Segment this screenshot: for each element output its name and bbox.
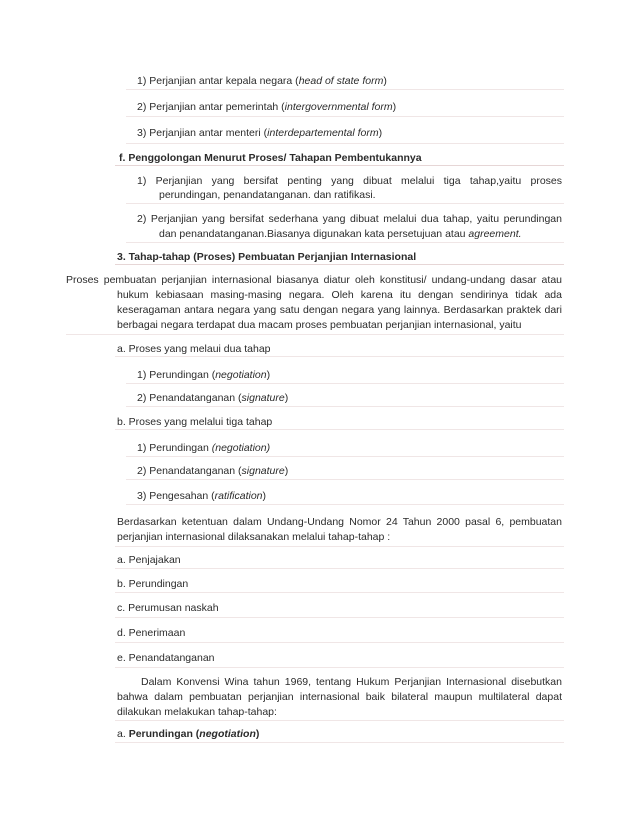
divider <box>126 504 564 505</box>
list-item: a. Penjajakan <box>117 554 181 566</box>
paragraph-line: Dalam Konvensi Wina tahun 1969, tentang Hukum Perjanjian Internasional disebutkan <box>141 676 562 688</box>
paragraph-line: dilakukan melakukan tahap-tahap: <box>117 706 277 718</box>
list-item: 2) Perjanjian yang bersifat sederhana yang dibuat melalui dua tahap, yaitu perundingan <box>137 213 562 225</box>
list-item: e. Penandatanganan <box>117 652 215 664</box>
divider <box>126 203 564 204</box>
divider <box>115 568 564 569</box>
list-item: a. Perundingan (negotiation) <box>117 728 260 740</box>
list-item: 3) Perjanjian antar menteri (interdepartemental form) <box>137 127 383 139</box>
section-heading: 3. Tahap-tahap (Proses) Pembuatan Perjanjian Internasional <box>117 251 417 263</box>
divider <box>126 242 564 243</box>
divider <box>115 642 564 643</box>
list-item: 2) Penandatanganan (signature) <box>137 465 289 477</box>
divider <box>66 334 564 335</box>
list-item: 1) Perundingan (negotiation) <box>137 369 271 381</box>
list-item: perundingan, penandatanganan. dan ratifikasi. <box>159 189 376 201</box>
paragraph-line: Berdasarkan ketentuan dalam Undang-Undang Nomor 24 Tahun 2000 pasal 6, pembuatan <box>117 516 562 528</box>
list-item: d. Penerimaan <box>117 627 186 639</box>
divider <box>126 89 564 90</box>
divider <box>115 720 564 721</box>
list-item: 1) Perundingan (negotiation) <box>137 442 271 454</box>
divider <box>115 546 564 547</box>
paragraph-line: berbagai negara terdapat dua macam proses pembuatan perjanjian internasional, yaitu <box>117 319 522 331</box>
divider <box>115 264 564 265</box>
divider <box>115 592 564 593</box>
paragraph-line: Proses pembuatan perjanjian internasional biasanya diatur oleh konstitusi/ undang-undang dasar atau <box>66 274 562 286</box>
divider <box>126 143 564 144</box>
subheading: a. Proses yang melaui dua tahap <box>117 343 271 355</box>
divider <box>115 617 564 618</box>
paragraph-line: perjanjian internasional dilaksanakan melalui tahap-tahap : <box>117 531 391 543</box>
divider <box>115 165 564 166</box>
paragraph-line: keseragaman antara negara yang satu dengan negara yang lainnya. Berdasarkan praktek dari <box>117 304 562 316</box>
divider <box>115 356 564 357</box>
paragraph-line: hukum kebiasaan masing-masing negara. Oleh karena itu dengan sendirinya tidak ada <box>117 289 562 301</box>
list-item: 1) Perjanjian yang bersifat penting yang dibuat melalui tiga tahap,yaitu proses <box>137 175 562 187</box>
subheading: b. Proses yang melalui tiga tahap <box>117 416 273 428</box>
section-heading: f. Penggolongan Menurut Proses/ Tahapan Pembentukannya <box>119 152 422 164</box>
divider <box>115 667 564 668</box>
list-item: 2) Penandatanganan (signature) <box>137 392 289 404</box>
divider <box>126 383 564 384</box>
divider <box>115 742 564 743</box>
list-item: b. Perundingan <box>117 578 189 590</box>
list-item: 2) Perjanjian antar pemerintah (intergovernmental form) <box>137 101 397 113</box>
divider <box>126 456 564 457</box>
list-item: c. Perumusan naskah <box>117 602 219 614</box>
divider <box>126 479 564 480</box>
list-item: dan penandatanganan.Biasanya digunakan kata persetujuan atau agreement. <box>159 228 522 240</box>
divider <box>126 406 564 407</box>
divider <box>126 116 564 117</box>
list-item: 1) Perjanjian antar kepala negara (head of state form) <box>137 75 387 87</box>
list-item: 3) Pengesahan (ratification) <box>137 490 266 502</box>
paragraph-line: bahwa dalam pembuatan perjanjian internasional baik bilateral maupun multilateral dapat <box>117 691 562 703</box>
divider <box>115 429 564 430</box>
